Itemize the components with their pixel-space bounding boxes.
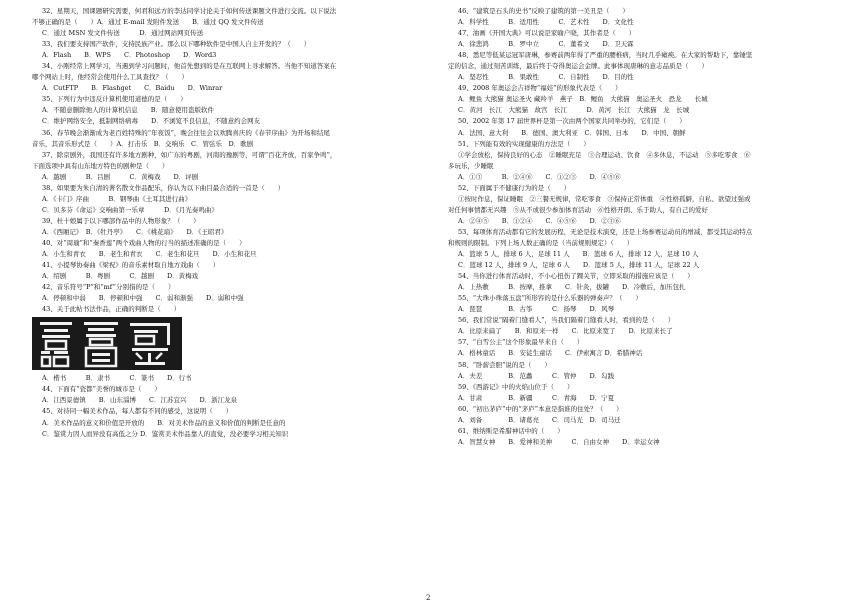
right-column-line: 52、下面属于不健康行为的是（ ）: [458, 183, 571, 192]
right-column-line: 54、当你进行体育活动时，不小心扭伤了踝关节，立即采取的措施应该是（ ）: [458, 272, 694, 281]
left-column-line: A．不随意删除他人的计算机信息 B．随意使用盗版软件: [42, 106, 214, 115]
left-column: [32, 6, 420, 440]
left-column-line: 45、对待同一幅美术作品，每人都有不同的感受，这说明（ ）: [42, 407, 233, 416]
right-column-line: 56、我们常说“隔着门缝看人”，当我们隔着门缝看人时，看到的是（ ）: [458, 316, 675, 325]
right-column-line: 58、“卧薪尝胆”说的是（ ）: [458, 360, 551, 369]
left-column-line: A．Flash B．WPS C．Photoshop D．Word3: [42, 51, 217, 60]
right-column-line: 61、维纳斯是希腊神话中的（ ）: [458, 426, 564, 435]
right-column-line: 51、下列能有效的实现健康的方法是（ ）: [458, 139, 590, 148]
right-column-line: A．②④⑤ B．①②④ C．④⑤⑥ D．②③⑥: [458, 216, 621, 225]
right-column-line: A．刘备 B．诸葛亮 C．司马光 D．司马迁: [458, 415, 621, 424]
right-column-line: 46、“建筑是石头的史书”反映了建筑的第一美丑是（ ）: [458, 7, 629, 15]
left-column-line: 35、下列行为中违反计算机使用道德的是（ ）: [42, 95, 187, 104]
left-column-line: C．贝多芬《命运》交响曲第一乐章 D．《月光奏鸣曲》: [42, 205, 218, 214]
right-column-line: A．智慧女神 B．爱神和美神 C．自由女神 D．幸运女神: [458, 437, 660, 446]
right-column-line: 对任何事情都无兴趣 ⑤从不或很少参加体育活动 ⑥性格开朗、乐于助人，有自己的爱好: [448, 205, 708, 214]
right-column-line: 59、《西游记》中的火焰山位于（ ）: [458, 382, 574, 391]
right-column-line: A．比原来扁了 B．和原来一样 C．比原来宽了 D．比原来长了: [458, 327, 673, 336]
right-column-line: A．鲤鱼 大熊猫 奥运圣火 藏羚羊 燕子 B．鲤鱼 大熊猫 奥运圣火 恐龙 长城: [458, 95, 708, 104]
page-number: 2: [426, 594, 431, 602]
left-column-line: 34、小刚经常上网学习，当遇到学习问题时，他首先想到的是在互联网上寻求解答。当他不知道答案在: [42, 62, 337, 71]
right-column: [448, 6, 836, 448]
right-column-line: ①学会放松，保持良好的心态 ②睡眠充足 ③合理运动、饮食 ④多休息，不运动 ⑤多吃零食 ⑥: [458, 150, 751, 159]
right-column-line: 60、“初出茅庐”中的“茅庐”本意是指谁的住处？（ ）: [458, 404, 623, 413]
left-column-line: 不够正确的是（ ）A．通过 E-mail 发附件发送 B．通过 QQ 发文件传送: [32, 18, 264, 27]
right-column-line: 和规则的限制。下列上场人数正确的是（当前规则规定）（ ）: [448, 238, 634, 247]
left-column-line: A．《卡门》序曲 B．钢琴曲《土耳其进行曲》: [42, 194, 192, 203]
right-column-line: A．篮球 5 人，排球 6 人，足球 11 人 B．篮球 6 人，排球 12 人，足球 10 人: [458, 250, 699, 259]
left-column-line: 32、星期天，国课题研究需要，何君和远方的李达同学讨论关于如何传送课题文件进行交流。以下说法: [42, 7, 337, 15]
right-column-line: A．坚忍性 B．果敢性 C．自制性 D．目的性: [458, 73, 634, 82]
right-column-line: A．琵琶 B．古筝 C．扬琴 D．风琴: [458, 305, 615, 314]
right-column-line: A．①③ B．②④⑥ C．①②③ D．④⑤⑥: [458, 172, 621, 181]
right-column-line: 48、悉尼等低某运冠军唐琳，参赛前两年得了严重的腰椎病，当时几乎瘫痪。在大家的帮助下，靠锤坚: [458, 51, 753, 60]
left-column-line: 音乐，其音乐形式是（ ）A．打击乐 B．交响乐 C．管弦乐 D．歌剧: [32, 139, 254, 148]
left-column-line: 42、音乐符号“P”和“mf”分别指的是（ ）: [42, 283, 175, 292]
left-column-line: 33、我们要支持国产软件，支持民族产业。那么以下哪种软件是中国人自主开发的？（ ）: [42, 40, 311, 49]
left-column-line: C．鉴赏力因人而异没有高低之分 D．鉴赏美术作品靠人的直觉，没必要学习相关知识: [42, 429, 289, 438]
right-column-line: ①按时作息，保证睡眠 ②三餐无规律，常吃零食 ③保持正常体重 ④性格孤僻，自私、欲望过强或: [458, 194, 751, 203]
left-column-line: A．CutFTP B．Flashget C．Baidu D．Winrar: [42, 84, 223, 93]
right-column-line: 55、“大珠小珠落玉盘”所形容的是什么乐器的弹奏声？（ ）: [458, 294, 642, 303]
left-column-line: 43、关于此帖书法作品，正确的判断是（ ）: [42, 305, 181, 314]
right-column-line: A．徐悲鸿 B．罗中立 C．董希文 D．卫天霖: [458, 40, 634, 49]
right-column-line: A．科学性 B．适用性 C．艺术性 D．文化性: [458, 18, 634, 27]
left-column-line: A．绍剧 B．粤剧 C．越剧 D．黄梅戏: [42, 272, 199, 281]
left-column-line: 哪个网站上时，他经常会使用什么工具查找？（ ）: [32, 73, 188, 82]
left-column-line: C．维护网络安全，抵制网络病毒 D．不浏览不良信息，不随意约会网友: [42, 117, 261, 126]
left-column-line: 44、下面有“瓷都”美誉的城市是（ ）: [42, 385, 161, 394]
right-column-line: 定的信念，通过刻苦训练，最后终于夺得奥运会金牌。此事体现唐琳的意志品质是（ ）: [448, 62, 708, 71]
left-column-line: A．小生和青衣 B．老生和青衣 C．老生和花旦 D．小生和花旦: [42, 250, 257, 259]
left-column-line: 36、春节晚会渐渐成为老百姓特殊的“年夜饭”，晚会往往会以欢腾喜庆的《春节序曲》为开场和结尾: [42, 128, 330, 137]
left-column-line: A．江西景德镇 B．山东淄博 C．江苏宜兴 D．浙江龙泉: [42, 396, 238, 405]
right-column-line: A．甘肃 B．新疆 C．青海 D．宁夏: [458, 393, 615, 402]
right-column-line: 50、2002 年第 17 届世界杯是第一次由两个国家共同举办的，它们是（ ）: [458, 117, 686, 126]
right-column-line: A．法国、意大利 B．德国、澳大利亚 C．韩国、日本 D．中国、朝鲜: [458, 128, 686, 137]
left-column-line: 39、杜十娘属于以下哪部作品中的人物形象？（ ）: [42, 216, 200, 225]
left-column-line: C．通过 MSN 发文件传送 D．通过网站网页传送: [42, 29, 204, 38]
right-column-line: A．夫差 B．范蠡 C．管仲 D．勾践: [458, 371, 615, 380]
left-column-line: 41、小提琴协奏曲《梁祝》的音乐素材取自地方戏曲（ ）: [42, 261, 220, 270]
right-column-line: 53、每项体育活动都有它的发展历程，无论是技术演变，还是上场参赛运动员的增减，都受其运动特点: [458, 227, 753, 236]
left-column-line: A．美术作品的意义和价值是开放的 B．对美术作品的意义和价值的判断是任意的: [42, 418, 286, 427]
left-column-line: A．《西厢记》 B．《牡丹亭》 C．《桃花扇》 D．《王昭君》: [42, 227, 228, 236]
right-column-line: 49、2008 年奥运会吉祥物“福娃”的形象代表是（ ）: [458, 84, 622, 93]
calligraphy-stamp-image: [32, 317, 182, 370]
right-column-line: 47、油画《开国大典》可以说是家喻户晓，其作者是（ ）: [458, 29, 636, 38]
right-column-line: A．格林童话 B．安徒生童话 C．伊索寓言 D．希腊神话: [458, 349, 643, 358]
left-column-line: 37、除京剧外，我国还有许多地方剧种，如广东的粤剧，河南的豫剧等，可谓“百花齐放，百家争鸣”，: [42, 150, 337, 159]
left-column-line: 40、对“周瑜”和“秦香莲”两个戏曲人物的行当的描述准确的是（ ）: [42, 238, 246, 247]
right-column-line: 多玩乐，少睡眠: [448, 161, 494, 170]
right-column-line: 57、“白雪公主”这个形象最早来自（ ）: [458, 338, 584, 347]
right-column-line: C．黄河 长江 大熊猫 故宫 长江 D．黄河 长江 大熊猫 龙 长城: [458, 106, 690, 115]
right-column-line: C．篮球 12 人，排球 9 人，足球 6 人 D．篮球 5 人，排球 11 人，足球 22 人: [458, 261, 700, 270]
left-column-line: 下面选项中具有山东地方特色的剧种是（ ）: [32, 161, 169, 170]
right-column-line: A．上热敷 B．按摩，推拿 C．针灸，拔罐 D．冷敷后，加压包扎: [458, 283, 686, 292]
left-column-line: A．停顿和中弱 B．停顿和中强 C．弱和渐强 D．弱和中强: [42, 294, 244, 303]
left-column-line: A．越剧 B．吕剧 C．黄梅戏 D．评剧: [42, 172, 199, 181]
left-column-line: 38、如果要为朱自清的著名散文作品配乐，你认为以下曲目最合适的一首是（ ）: [42, 183, 285, 192]
left-column-line: A．楷书 B．隶书 C．篆书 D．行书: [42, 374, 192, 383]
